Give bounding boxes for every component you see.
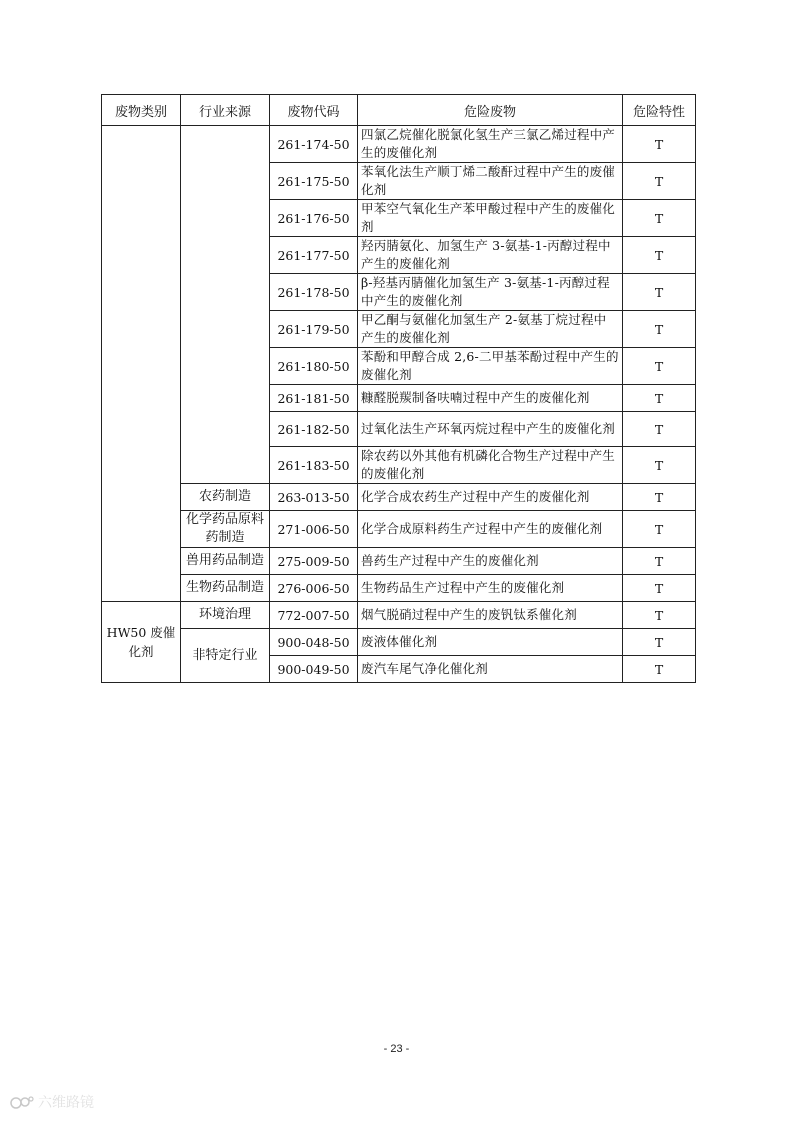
hazard-characteristic: T [623,385,696,412]
table-row [102,602,696,629]
waste-code: 271-006-50 [270,511,358,548]
hazard-characteristic: T [623,447,696,484]
waste-code: 772-007-50 [270,602,358,629]
waste-description: 废液体催化剂 [358,629,623,656]
hazard-characteristic: T [623,126,696,163]
table-row [102,629,696,656]
industry-pharma-api: 化学药品原料药制造 [181,511,270,548]
waste-description: 过氧化法生产环氧丙烷过程中产生的废催化剂 [358,412,623,447]
header-waste-code: 废物代码 [270,95,358,126]
waste-code: 261-181-50 [270,385,358,412]
industry-environment: 环境治理 [181,602,270,629]
waste-description: β-羟基丙腈催化加氢生产 3-氨基-1-丙醇过程中产生的废催化剂 [358,274,623,311]
watermark-text: 六维路镜 [38,1095,94,1111]
hazard-characteristic: T [623,200,696,237]
waste-code: 261-180-50 [270,348,358,385]
industry-cell-empty [181,126,270,484]
hazard-characteristic: T [623,163,696,200]
waste-code: 261-174-50 [270,126,358,163]
waste-description: 苯酚和甲醇合成 2,6-二甲基苯酚过程中产生的废催化剂 [358,348,623,385]
table-row [102,484,696,511]
waste-description: 烟气脱硝过程中产生的废钒钛系催化剂 [358,602,623,629]
hazard-characteristic: T [623,412,696,447]
hazard-characteristic: T [623,629,696,656]
waste-code: 261-179-50 [270,311,358,348]
hazard-characteristic: T [623,511,696,548]
hazard-characteristic: T [623,311,696,348]
header-waste-category: 废物类别 [102,95,181,126]
waste-description: 甲苯空气氧化生产苯甲酸过程中产生的废催化剂 [358,200,623,237]
waste-description: 四氯乙烷催化脱氯化氢生产三氯乙烯过程中产生的废催化剂 [358,126,623,163]
waste-description: 甲乙酮与氨催化加氢生产 2-氨基丁烷过程中产生的废催化剂 [358,311,623,348]
hazard-characteristic: T [623,656,696,683]
waste-code: 263-013-50 [270,484,358,511]
category-hw50: HW50 废催化剂 [102,602,181,683]
waste-description: 化学合成原料药生产过程中产生的废催化剂 [358,511,623,548]
industry-biopharma: 生物药品制造 [181,575,270,602]
waste-description: 生物药品生产过程中产生的废催化剂 [358,575,623,602]
table-row [102,548,696,575]
waste-code: 261-182-50 [270,412,358,447]
hazard-characteristic: T [623,348,696,385]
table-row [102,575,696,602]
waste-code: 900-048-50 [270,629,358,656]
hazard-characteristic: T [623,548,696,575]
table-row [102,126,696,163]
hazard-characteristic: T [623,274,696,311]
waste-description: 羟丙腈氨化、加氢生产 3-氨基-1-丙醇过程中产生的废催化剂 [358,237,623,274]
waste-code: 261-178-50 [270,274,358,311]
header-hazardous-waste: 危险废物 [358,95,623,126]
waste-description: 糠醛脱羰制备呋喃过程中产生的废催化剂 [358,385,623,412]
waste-description: 废汽车尾气净化催化剂 [358,656,623,683]
waste-description: 苯氧化法生产顺丁烯二酸酐过程中产生的废催化剂 [358,163,623,200]
waste-description: 化学合成农药生产过程中产生的废催化剂 [358,484,623,511]
waste-code: 261-177-50 [270,237,358,274]
hazard-characteristic: T [623,237,696,274]
hazard-characteristic: T [623,602,696,629]
watermark [10,1092,94,1112]
waste-code: 261-175-50 [270,163,358,200]
hazardous-waste-table [101,94,696,683]
industry-nonspecific: 非特定行业 [181,629,270,683]
table-row [102,511,696,548]
waste-code: 276-006-50 [270,575,358,602]
category-cell-empty [102,126,181,602]
page-number: - 23 - [383,1043,410,1055]
industry-veterinary: 兽用药品制造 [181,548,270,575]
waste-code: 275-009-50 [270,548,358,575]
header-industry-source: 行业来源 [181,95,270,126]
hazard-characteristic: T [623,575,696,602]
waste-description: 兽药生产过程中产生的废催化剂 [358,548,623,575]
camera-logo-icon [10,1094,34,1110]
waste-code: 261-176-50 [270,200,358,237]
waste-description: 除农药以外其他有机磷化合物生产过程中产生的废催化剂 [358,447,623,484]
hazard-characteristic: T [623,484,696,511]
header-hazard-characteristic: 危险特性 [623,95,696,126]
waste-code: 261-183-50 [270,447,358,484]
table-header-row [102,95,696,126]
industry-pesticide: 农药制造 [181,484,270,511]
waste-code: 900-049-50 [270,656,358,683]
